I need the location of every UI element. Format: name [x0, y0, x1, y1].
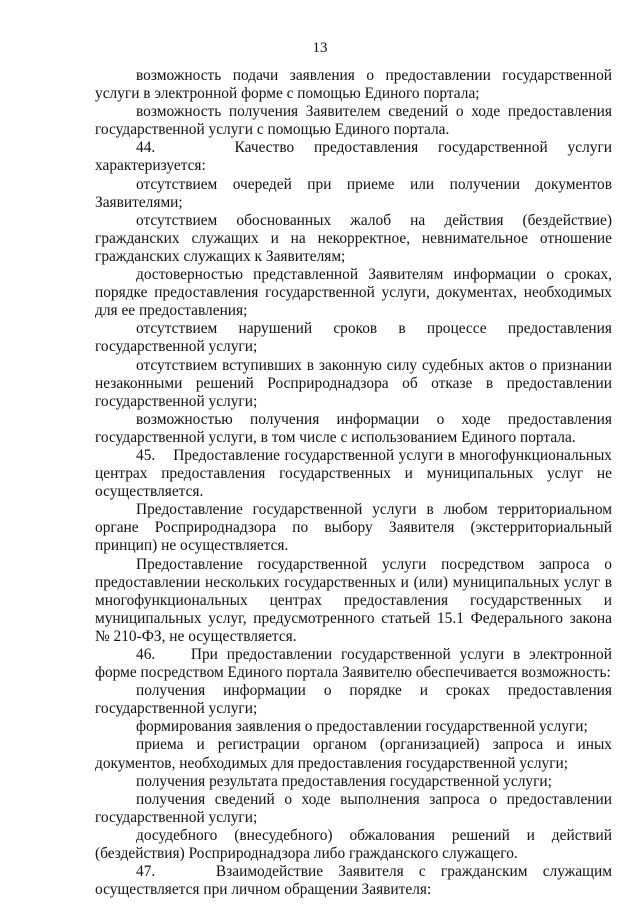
paragraph-receive-register: приема и регистрации органом (организацией) запроса и иных документов, необходимых для предоставления государственной услуги;: [95, 736, 612, 772]
paragraph-get-info: получения информации о порядке и сроках предоставления государственной услуги;: [95, 682, 612, 718]
paragraph-form-application: формирования заявления о предоставлении государственной услуги;: [136, 718, 588, 736]
clause-44-heading: 44. Качество предоставления государственной услуги характеризуется:: [95, 139, 612, 175]
paragraph-request-status: получения сведений о ходе выполнения запроса о предоставлении государственной услуги;: [95, 790, 612, 826]
paragraph-no-queues: отсутствием очередей при приеме или получении документов Заявителями;: [95, 175, 612, 211]
paragraph-no-court-acts: отсутствием вступивших в законную силу судебных актов о признании незаконными решений Росприроднадзора об отказе в предоставлении государственной услуги;: [95, 356, 612, 410]
document-body: [95, 67, 612, 899]
paragraph-get-result: получения результата предоставления государственной услуги;: [136, 772, 552, 790]
clause-45-mfc: 45. Предоставление государственной услуги в многофункциональных центрах предоставления государственных и муниципальных услуг не осуществляется.: [95, 446, 612, 501]
page-number: 13: [312, 40, 328, 56]
clause-46-heading: 46. При предоставлении государственной услуги в электронной форме посредством Единого портала Заявителю обеспечивается возможность:: [95, 646, 612, 682]
paragraph-electronic-application: возможность подачи заявления о предоставлении государственной услуги в электронной форме с помощью Единого портала;: [95, 67, 612, 103]
paragraph-status-info: возможность получения Заявителем сведений о ходе предоставления государственной услуги с помощью Единого портала.: [95, 103, 612, 139]
paragraph-reliable-info: достоверностью представленной Заявителям информации о сроках, порядке предоставления государственной услуги, документах, необходимых для ее предоставления;: [95, 266, 612, 320]
paragraph-extraterritorial: Предоставление государственной услуги в любом территориальном органе Росприроднадзора по выбору Заявителя (экстерриториальный принцип) не осуществляется.: [95, 501, 612, 555]
clause-47-heading: 47. Взаимодействие Заявителя с гражданским служащим осуществляется при личном обращении Заявителя:: [95, 863, 612, 899]
paragraph-no-deadline-violations: отсутствием нарушений сроков в процессе предоставления государственной услуги;: [95, 320, 612, 356]
paragraph-complex-request: Предоставление государственной услуги посредством запроса о предоставлении нескольких государственных и (или) муниципальных услуг в многофункциональных центрах предоставления государственных и муниципальных услуг, предусмотренного статьей 15.1 Федерального закона № 210-ФЗ, не осуществляется.: [95, 555, 612, 645]
paragraph-appeal: досудебного (внесудебного) обжалования решений и действий (бездействия) Росприроднадзора либо гражданского служащего.: [95, 826, 612, 863]
paragraph-no-complaints: отсутствием обоснованных жалоб на действия (бездействие) гражданских служащих и на некорректное, невнимательное отношение гражданских служащих к Заявителям;: [95, 211, 612, 265]
paragraph-info-access: возможностью получения информации о ходе предоставления государственной услуги, в том числе с использованием Единого портала.: [95, 410, 612, 446]
